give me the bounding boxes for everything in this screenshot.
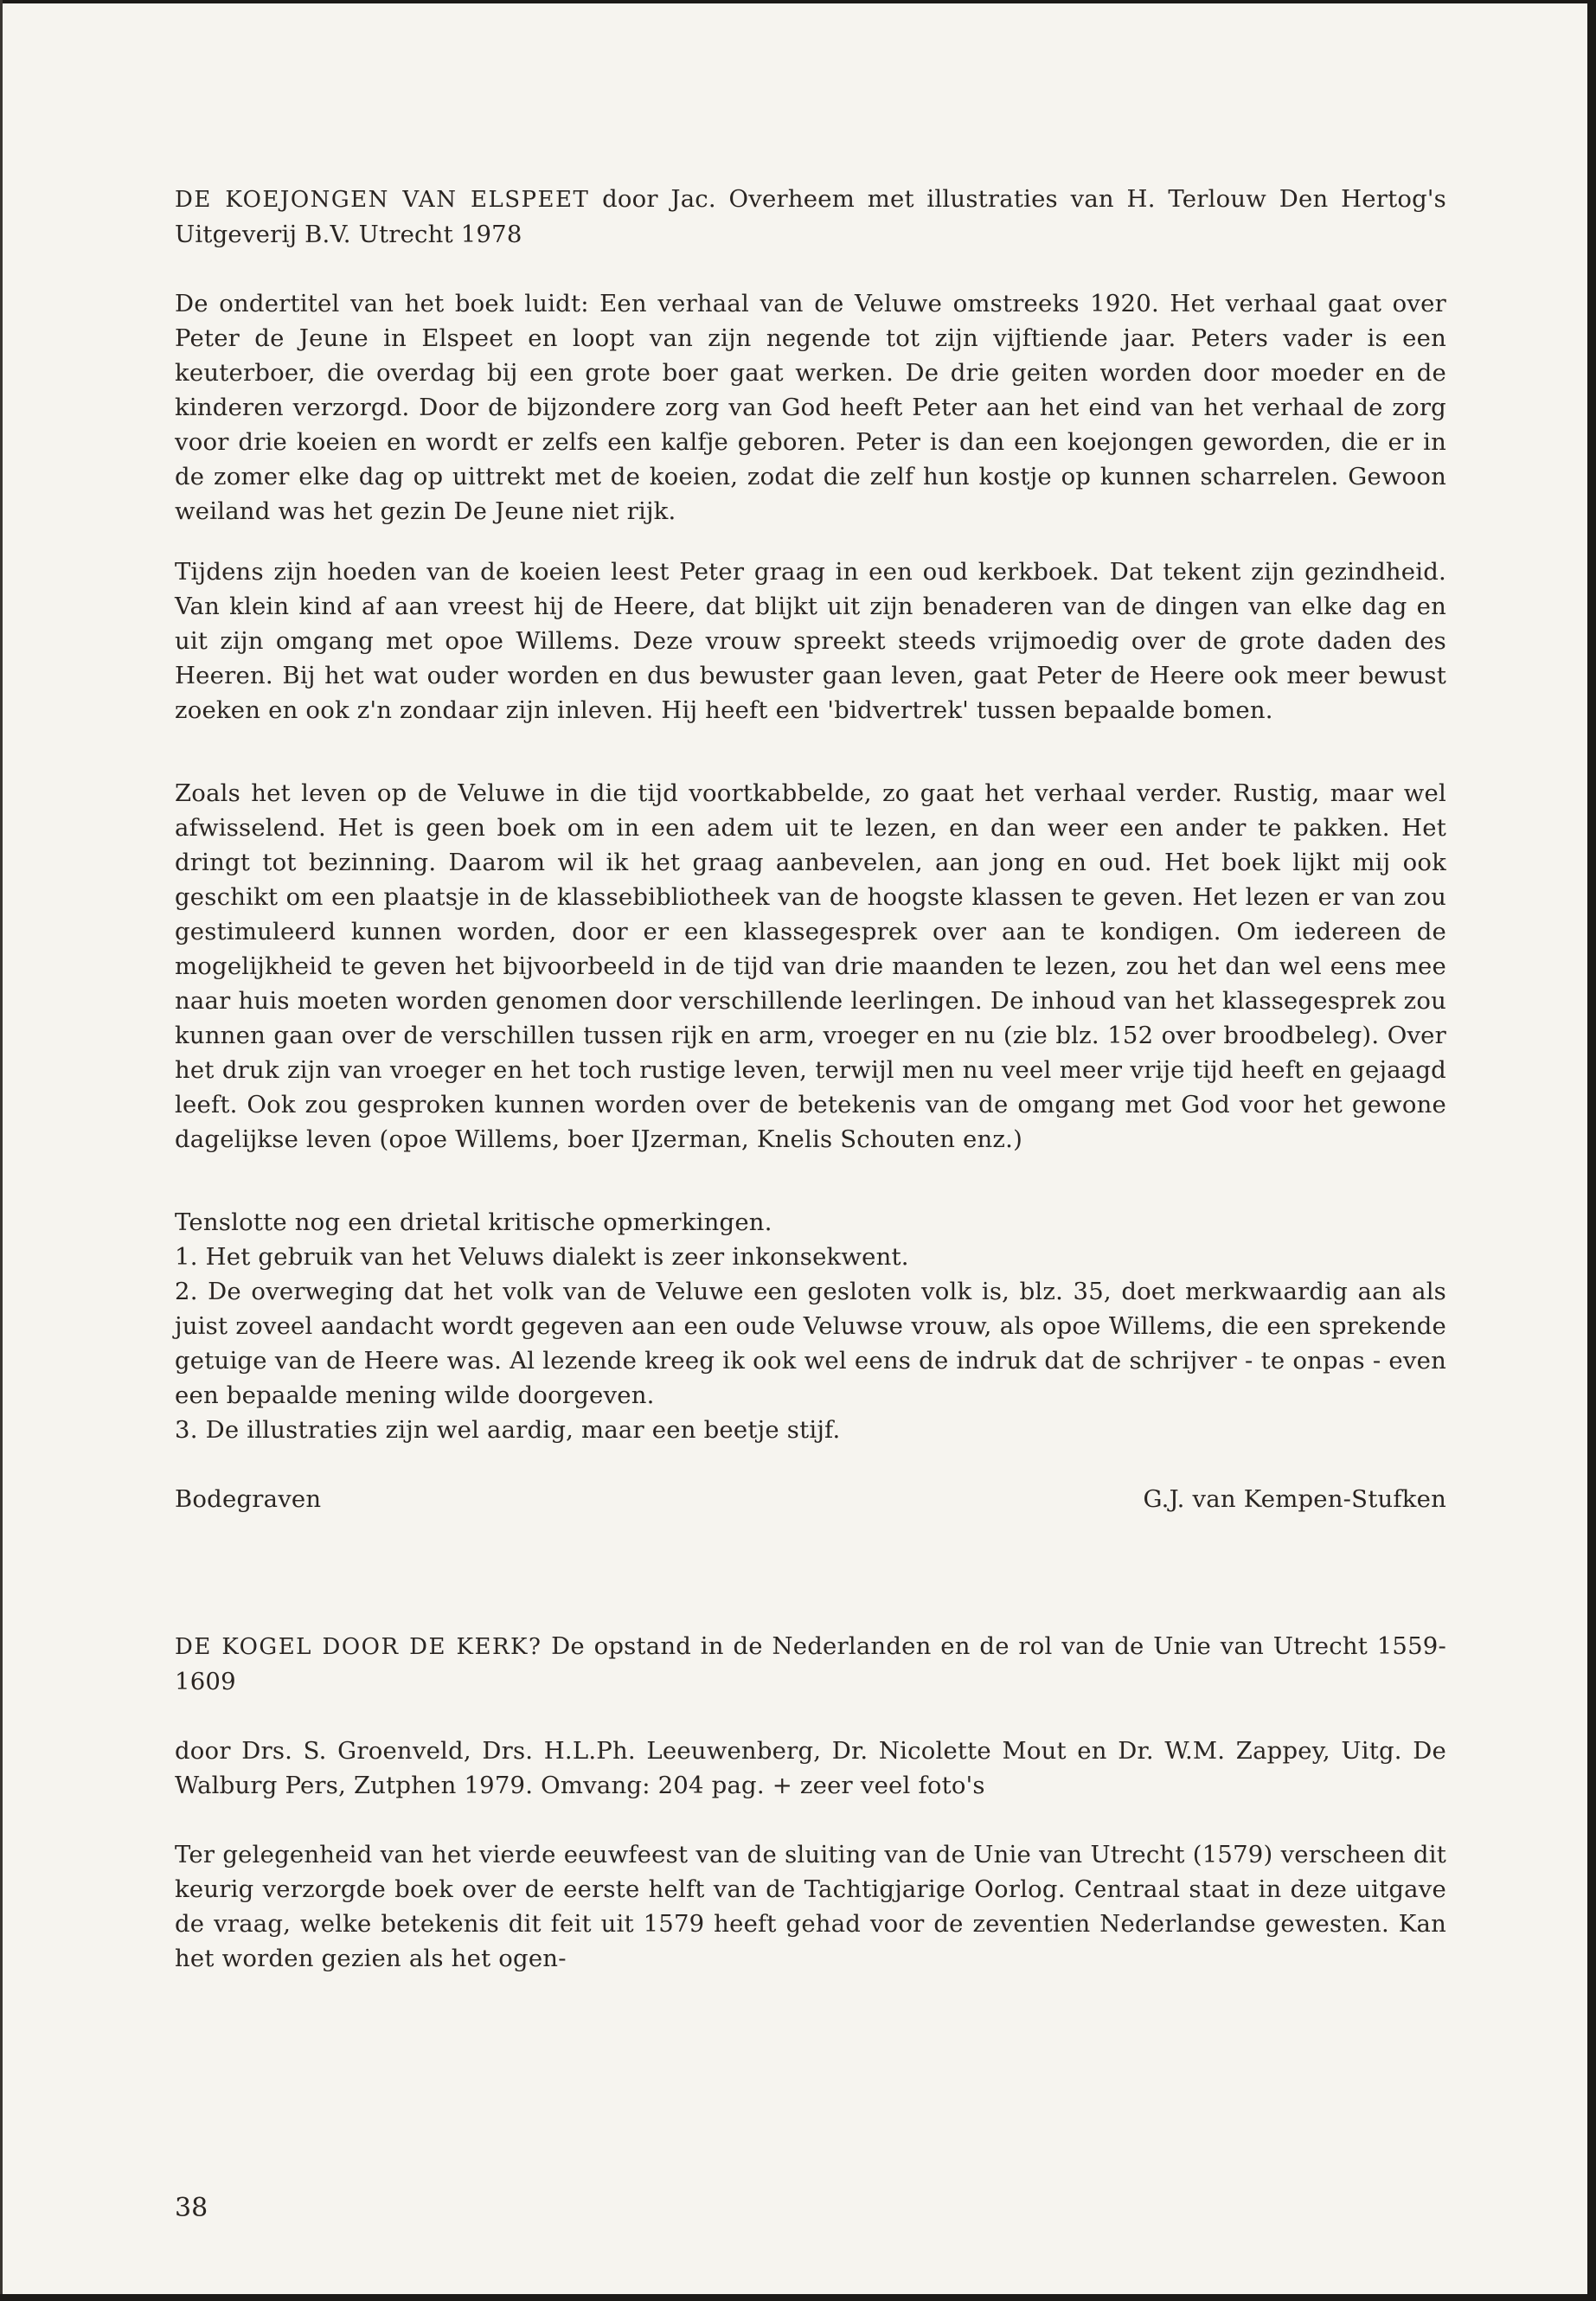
scan-border-bottom: [0, 2294, 1596, 2301]
review-place: Bodegraven: [175, 1485, 322, 1513]
review-2-heading: [175, 1629, 1446, 1699]
page-number: 38: [175, 2193, 208, 2223]
review-2-subtitle: De opstand in de Nederlanden en de rol van de Unie van Utrecht 1559-1609: [175, 1632, 1446, 1695]
review-1-paragraph-1: De ondertitel van het boek luidt: Een verhaal van de Veluwe omstreeks 1920. Het verhaal gaat over Peter de Jeune in Elspeet en loopt van zijn negende tot zijn vijftiende jaar. Peters vader is een keuterboer, die overdag bij een grote boer gaat werken. De drie geiten worden door moeder en de kinderen verzorgd. Door de bijzondere zorg van God heeft Peter aan het eind van het verhaal de zorg voor drie koeien en wordt er zelfs een kalfje geboren. Peter is dan een koejongen geworden, die er in de zomer elke dag op uittrekt met de koeien, zodat die zelf hun kostje op kunnen scharrelen. Gewoon weiland was het gezin De Jeune niet rijk.: [175, 290, 1446, 525]
text-column: [175, 182, 1446, 1976]
remark-3: 3. De illustraties zijn wel aardig, maar een beetje stijf.: [175, 1416, 841, 1444]
review-author: G.J. van Kempen-Stufken: [1143, 1485, 1446, 1513]
signature-line: [175, 1482, 1446, 1516]
review-1: [175, 182, 1446, 1516]
scan-border-right: [1587, 0, 1596, 2301]
review-1-publication-info: door Jac. Overheem met illustraties van H. Terlouw Den Hertog's Uitgeverij B.V. Utrecht 1978: [175, 185, 1446, 248]
review-2-title: DE KOGEL DOOR DE KERK?: [175, 1634, 542, 1660]
review-1-title: DE KOEJONGEN VAN ELSPEET: [175, 187, 590, 213]
scan-border-left: [0, 0, 3, 2301]
review-2-byline: door Drs. S. Groenveld, Drs. H.L.Ph. Leeuwenberg, Dr. Nicolette Mout en Dr. W.M. Zappey, Uitg. De Walburg Pers, Zutphen 1979. Omvang: 204 pag. + zeer veel foto's: [175, 1737, 1446, 1799]
remark-2: 2. De overweging dat het volk van de Veluwe een gesloten volk is, blz. 35, doet merkwaardig aan als juist zoveel aandacht wordt gegeven aan een oude Veluwse vrouw, als opoe Willems, die een sprekende getuige van de Heere was. Al lezende kreeg ik ook wel eens de indruk dat de schrijver - te onpas - even een bepaalde mening wilde doorgeven.: [175, 1278, 1446, 1409]
remark-1: 1. Het gebruik van het Veluws dialekt is zeer inkonsekwent.: [175, 1243, 909, 1271]
review-1-paragraph-2: Tijdens zijn hoeden van de koeien leest Peter graag in een oud kerkboek. Dat tekent zijn gezindheid. Van klein kind af aan vreest hij de Heere, dat blijkt uit zijn benaderen van de dingen van elke dag en uit zijn omgang met opoe Willems. Deze vrouw spreekt steeds vrijmoedig over de grote daden des Heeren. Bij het wat ouder worden en dus bewuster gaan leven, gaat Peter de Heere ook meer bewust zoeken en ook z'n zondaar zijn inleven. Hij heeft een 'bidvertrek' tussen bepaalde bomen.: [175, 558, 1446, 724]
scan-border-top: [0, 0, 1596, 3]
review-2-paragraph: Ter gelegenheid van het vierde eeuwfeest van de sluiting van de Unie van Utrecht (1579) verscheen dit keurig verzorgde boek over de eerste helft van de Tachtigjarige Oorlog. Centraal staat in deze uitgave de vraag, welke betekenis dit feit uit 1579 heeft gehad voor de zeventien Nederlandse gewesten. Kan het worden gezien als het ogen-: [175, 1841, 1446, 1972]
remarks-intro: Tenslotte nog een drietal kritische opmerkingen.: [175, 1208, 772, 1236]
review-2: [175, 1629, 1446, 1976]
review-1-heading: [175, 182, 1446, 252]
review-1-paragraph-3: Zoals het leven op de Veluwe in die tijd voortkabbelde, zo gaat het verhaal verder. Rustig, maar wel afwisselend. Het is geen boek om in een adem uit te lezen, en dan weer een ander te pakken. Het dringt tot bezinning. Daarom wil ik het graag aanbevelen, aan jong en oud. Het boek lijkt mij ook geschikt om een plaatsje in de klassebibliotheek van de hoogste klassen te geven. Het lezen er van zou gestimuleerd kunnen worden, door er een klassegesprek over aan te kondigen. Om iedereen de mogelijkheid te geven het bijvoorbeeld in de tijd van drie maanden te lezen, zou het dan wel eens mee naar huis moeten worden genomen door verschillende leerlingen. De inhoud van het klassegesprek zou kunnen gaan over de verschillen tussen rijk en arm, vroeger en nu (zie blz. 152 over broodbeleg). Over het druk zijn van vroeger en het toch rustige leven, terwijl men nu veel meer vrije tijd heeft en gejaagd leeft. Ook zou gesproken kunnen worden over de betekenis van de omgang met God voor het gewone dagelijkse leven (opoe Willems, boer IJzerman, Knelis Schouten enz.): [175, 779, 1446, 1153]
